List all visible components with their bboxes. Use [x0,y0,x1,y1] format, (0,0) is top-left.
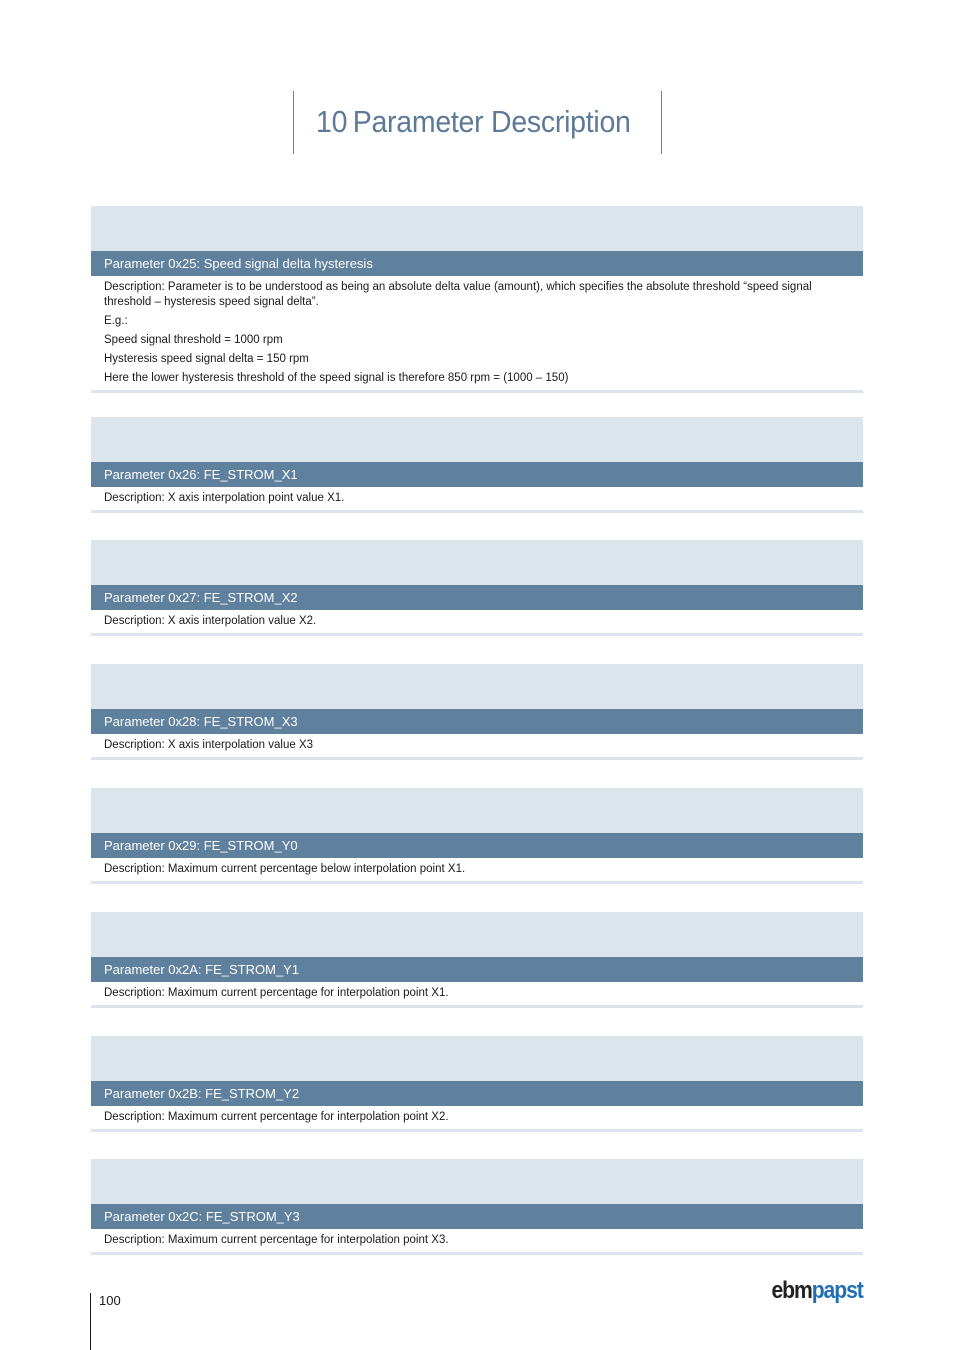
parameter-title: Parameter 0x26: FE_STROM_X1 [91,462,863,487]
logo-text-papst: papst [811,1277,863,1304]
parameter-description [91,487,863,513]
description-line: Description: Parameter is to be understood as being an absolute delta value (amount), which specifies the absolute threshold “speed signal threshold – hysteresis speed signal delta”. [104,281,812,308]
chapter-number: 10 [316,104,348,139]
parameter-block [91,540,863,636]
parameter-spacer [91,912,863,957]
description-line: E.g.: [104,315,128,327]
description-line: Description: Maximum current percentage for interpolation point X1. [104,987,449,999]
description-line: Here the lower hysteresis threshold of the speed signal is therefore 850 rpm = (1000 – 150) [104,372,569,384]
parameter-spacer [91,664,863,709]
description-line: Speed signal threshold = 1000 rpm [104,334,283,346]
parameter-block [91,1036,863,1132]
parameter-spacer [91,206,863,251]
parameter-block [91,788,863,884]
parameter-description [91,982,863,1008]
parameter-spacer [91,788,863,833]
chapter-title: Parameter Description [352,104,631,139]
header-divider-left [293,91,294,154]
header-divider-right [661,91,662,154]
parameter-title: Parameter 0x2A: FE_STROM_Y1 [91,957,863,982]
parameter-title: Parameter 0x27: FE_STROM_X2 [91,585,863,610]
logo-text-ebm: ebm [771,1277,812,1304]
parameter-block [91,206,863,393]
description-line: Description: X axis interpolation value X2. [104,615,317,627]
parameter-title: Parameter 0x29: FE_STROM_Y0 [91,833,863,858]
description-line: Hysteresis speed signal delta = 150 rpm [104,353,309,365]
parameter-spacer [91,1159,863,1204]
parameter-title: Parameter 0x2C: FE_STROM_Y3 [91,1204,863,1229]
description-line: Description: X axis interpolation value X3 [104,739,314,751]
parameter-description [91,734,863,760]
parameter-title: Parameter 0x28: FE_STROM_X3 [91,709,863,734]
page-title [316,104,631,140]
parameter-block [91,417,863,513]
description-line: Description: X axis interpolation point value X1. [104,492,345,504]
parameter-description [91,276,863,393]
parameter-description [91,1229,863,1255]
parameter-description [91,610,863,636]
parameter-description [91,858,863,884]
footer-divider [90,1293,91,1350]
parameter-block [91,664,863,760]
parameter-spacer [91,417,863,462]
description-line: Description: Maximum current percentage for interpolation point X3. [104,1234,449,1246]
parameter-title: Parameter 0x25: Speed signal delta hysteresis [91,251,863,276]
parameter-block [91,1159,863,1255]
parameter-description [91,1106,863,1132]
description-line: Description: Maximum current percentage below interpolation point X1. [104,863,466,875]
parameter-spacer [91,1036,863,1081]
page-number: 100 [99,1293,121,1308]
parameter-spacer [91,540,863,585]
parameter-title: Parameter 0x2B: FE_STROM_Y2 [91,1081,863,1106]
company-logo [772,1277,863,1305]
parameter-block [91,912,863,1008]
description-line: Description: Maximum current percentage for interpolation point X2. [104,1111,449,1123]
